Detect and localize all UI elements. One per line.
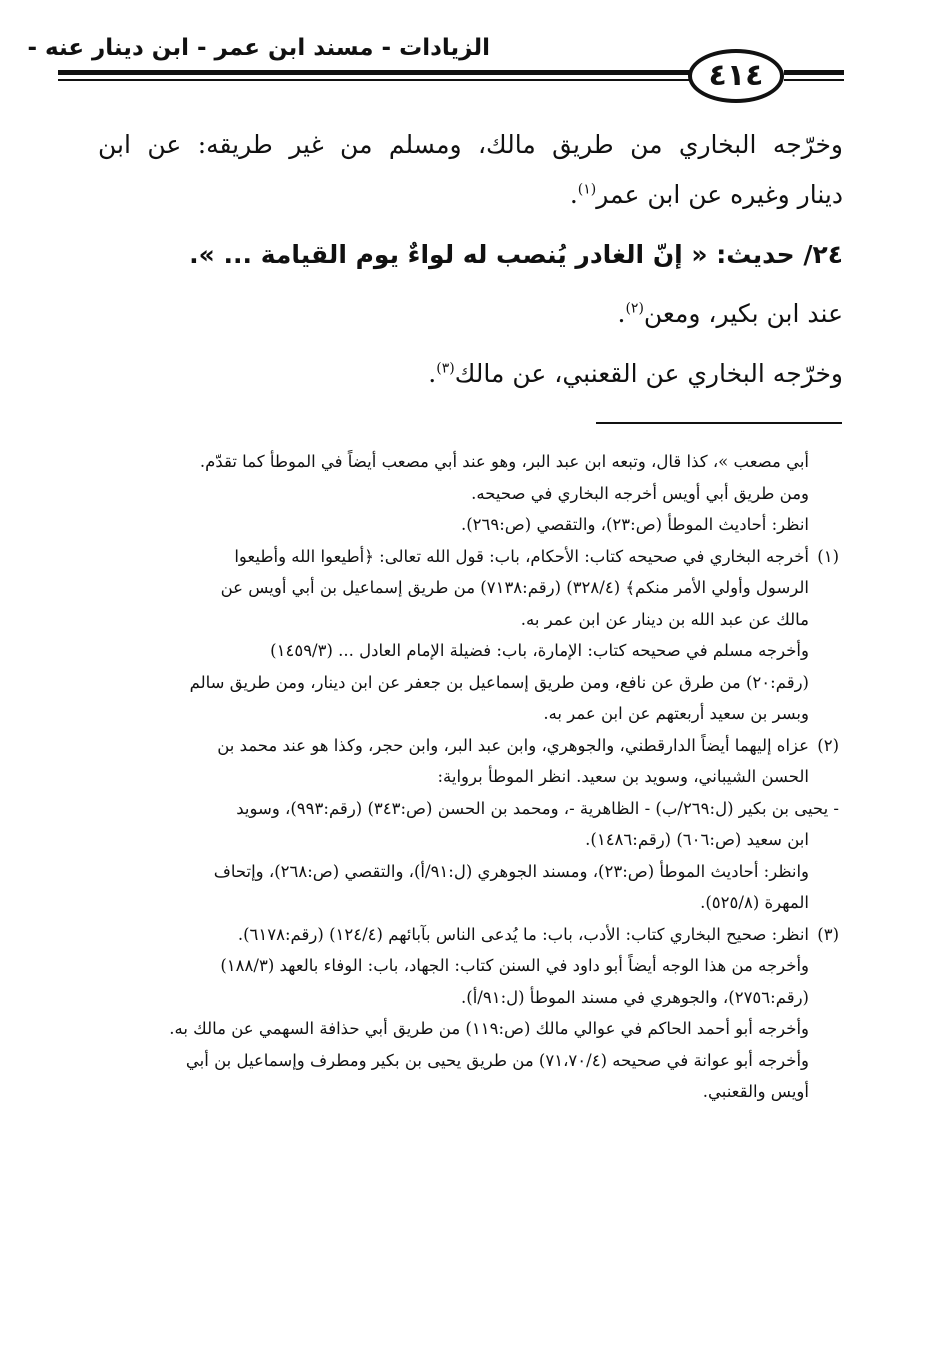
footnote-line: الرسول وأولي الأمر منكم﴾ (٣٢٨/٤) (رقم:٧١٣٨) من طريق إسماعيل بن أبي أويس عن: [220, 578, 809, 597]
footnote-separator: [596, 422, 842, 424]
main-paragraph-1-end: .: [569, 180, 578, 209]
footnote-line: وأخرجه من هذا الوجه أيضاً أبو داود في السنن كتاب: الجهاد، باب: الوفاء بالعهد (١٨٨/٣): [220, 956, 809, 975]
footnote-carry-line: أبي مصعب »، كذا قال، وتبعه ابن عبد البر، وهو عند أبي مصعب أيضاً في الموطأ كما تقدّم.: [199, 452, 809, 471]
footnote-line: انظر: صحيح البخاري كتاب: الأدب، باب: ما يُدعى الناس بآبائهم (١٢٤/٤) (رقم:٦١٧٨).: [237, 924, 809, 944]
main-paragraph-3-end: .: [428, 359, 437, 388]
hadith-text: « إنّ الغادر يُنصب له لواءٌ يوم القيامة ... ».: [189, 240, 708, 269]
footnote-line: المهرة (٥٢٥/٨).: [700, 893, 809, 912]
main-paragraph-2-end: .: [617, 299, 626, 328]
hadith-number: ٢٤/: [803, 240, 843, 269]
main-paragraph-1-line-2: [98, 170, 843, 220]
footnote-line: ابن سعيد (ص:٦٠٦) (رقم:١٤٨٦).: [585, 830, 809, 849]
main-paragraph-3: [98, 352, 843, 396]
footnote-line: عزاه إليهما أيضاً الدارقطني، والجوهري، وابن عبد البر، وابن حجر، وكذا هو عند محمد بن: [217, 735, 809, 755]
footnote-carry-line: ومن طريق أبي أويس أخرجه البخاري في صحيحه.: [471, 483, 809, 503]
footnote-ref-1[interactable]: (١): [577, 181, 597, 198]
footnote-3-number: (٣): [817, 924, 839, 944]
footnote-line: وأخرجه أبو أحمد الحاكم في عوالي مالك (ص:١١٩) من طريق أبي حذافة السهمي عن مالك به.: [169, 1019, 809, 1038]
footnote-1-number: (١): [817, 546, 839, 566]
main-paragraph-1-line-2-text: دينار وغيره عن ابن عمر: [596, 180, 843, 209]
footnote-1: [79, 541, 839, 730]
main-paragraph-1-line-1: وخرّجه البخاري من طريق مالك، ومسلم من غير طريقه: عن ابن: [98, 130, 843, 159]
main-paragraph-1: [98, 120, 843, 220]
footnote-ref-2[interactable]: (٢): [625, 300, 644, 317]
footnote-2-number: (٢): [817, 735, 839, 755]
footnote-carry-line: انظر: أحاديث الموطأ (ص:٢٣)، والتقصي (ص:٢٦٩).: [460, 515, 809, 534]
footnote-line: (رقم:٢٠) من طرق عن نافع، ومن طريق إسماعيل بن جعفر عن ابن دينار، ومن طريق سالم: [189, 672, 809, 692]
main-paragraph-2-text: عند ابن بكير، ومعن: [643, 299, 843, 328]
footnote-line: مالك عن عبد الله بن دينار عن ابن عمر به.: [520, 609, 809, 629]
hadith-heading: [98, 232, 843, 278]
footnote-line: أخرجه البخاري في صحيحه كتاب: الأحكام، باب: قول الله تعالى: ﴿أطيعوا الله وأطيعوا: [234, 546, 809, 566]
header-rule-right-thin: [784, 79, 844, 81]
footnote-1-first-line: [79, 541, 839, 573]
footnote-line: أويس والقعنبي.: [702, 1082, 809, 1101]
main-paragraph-3-text: وخرّجه البخاري عن القعنبي، عن مالك: [454, 359, 843, 388]
footnote-line: وبسر بن سعيد أربعتهم عن ابن عمر به.: [543, 704, 809, 723]
running-title: الزيادات - مسند ابن عمر - ابن دينار عنه -: [27, 35, 490, 61]
main-paragraph-2: [98, 292, 843, 336]
footnote-line: - يحيى بن بكير (ل:٢٦٩/ب) - الظاهرية -، ومحمد بن الحسن (ص:٣٤٣) (رقم:٩٩٣)، وسويد: [236, 798, 839, 818]
header-rule-thick: [58, 70, 690, 75]
footnotes-section: [79, 446, 839, 1108]
footnote-3-first-line: [79, 919, 839, 951]
footnote-line: (رقم:٢٧٥٦)، والجوهري في مسند الموطأ (ل:٩١/أ).: [461, 987, 809, 1007]
footnote-2: [79, 730, 839, 919]
footnote-3: [79, 919, 839, 1108]
header-rule-thin: [58, 79, 690, 81]
hadith-label: حديث:: [716, 240, 795, 269]
footnote-line: وأخرجه أبو عوانة في صحيحه (٧١،٧٠/٤) من طريق يحيى بن بكير ومطرف وإسماعيل بن أبي: [185, 1050, 809, 1070]
footnote-line: الحسن الشيباني، وسويد بن سعيد. انظر الموطأ برواية:: [437, 767, 809, 786]
footnote-line: وأخرجه مسلم في صحيحه كتاب: الإمارة، باب: فضيلة الإمام العادل ... (١٤٥٩/٣): [270, 641, 809, 660]
page-number: ٤١٤: [688, 49, 784, 103]
header-rule-right-thick: [784, 70, 844, 75]
footnote-ref-3[interactable]: (٣): [436, 360, 455, 377]
footnote-2-first-line: [79, 730, 839, 762]
footnote-line: وانظر: أحاديث الموطأ (ص:٢٣)، ومسند الجوهري (ل:٩١/أ)، والتقصي (ص:٢٦٨)، وإتحاف: [213, 861, 809, 881]
footnote-carryover: [79, 446, 839, 541]
